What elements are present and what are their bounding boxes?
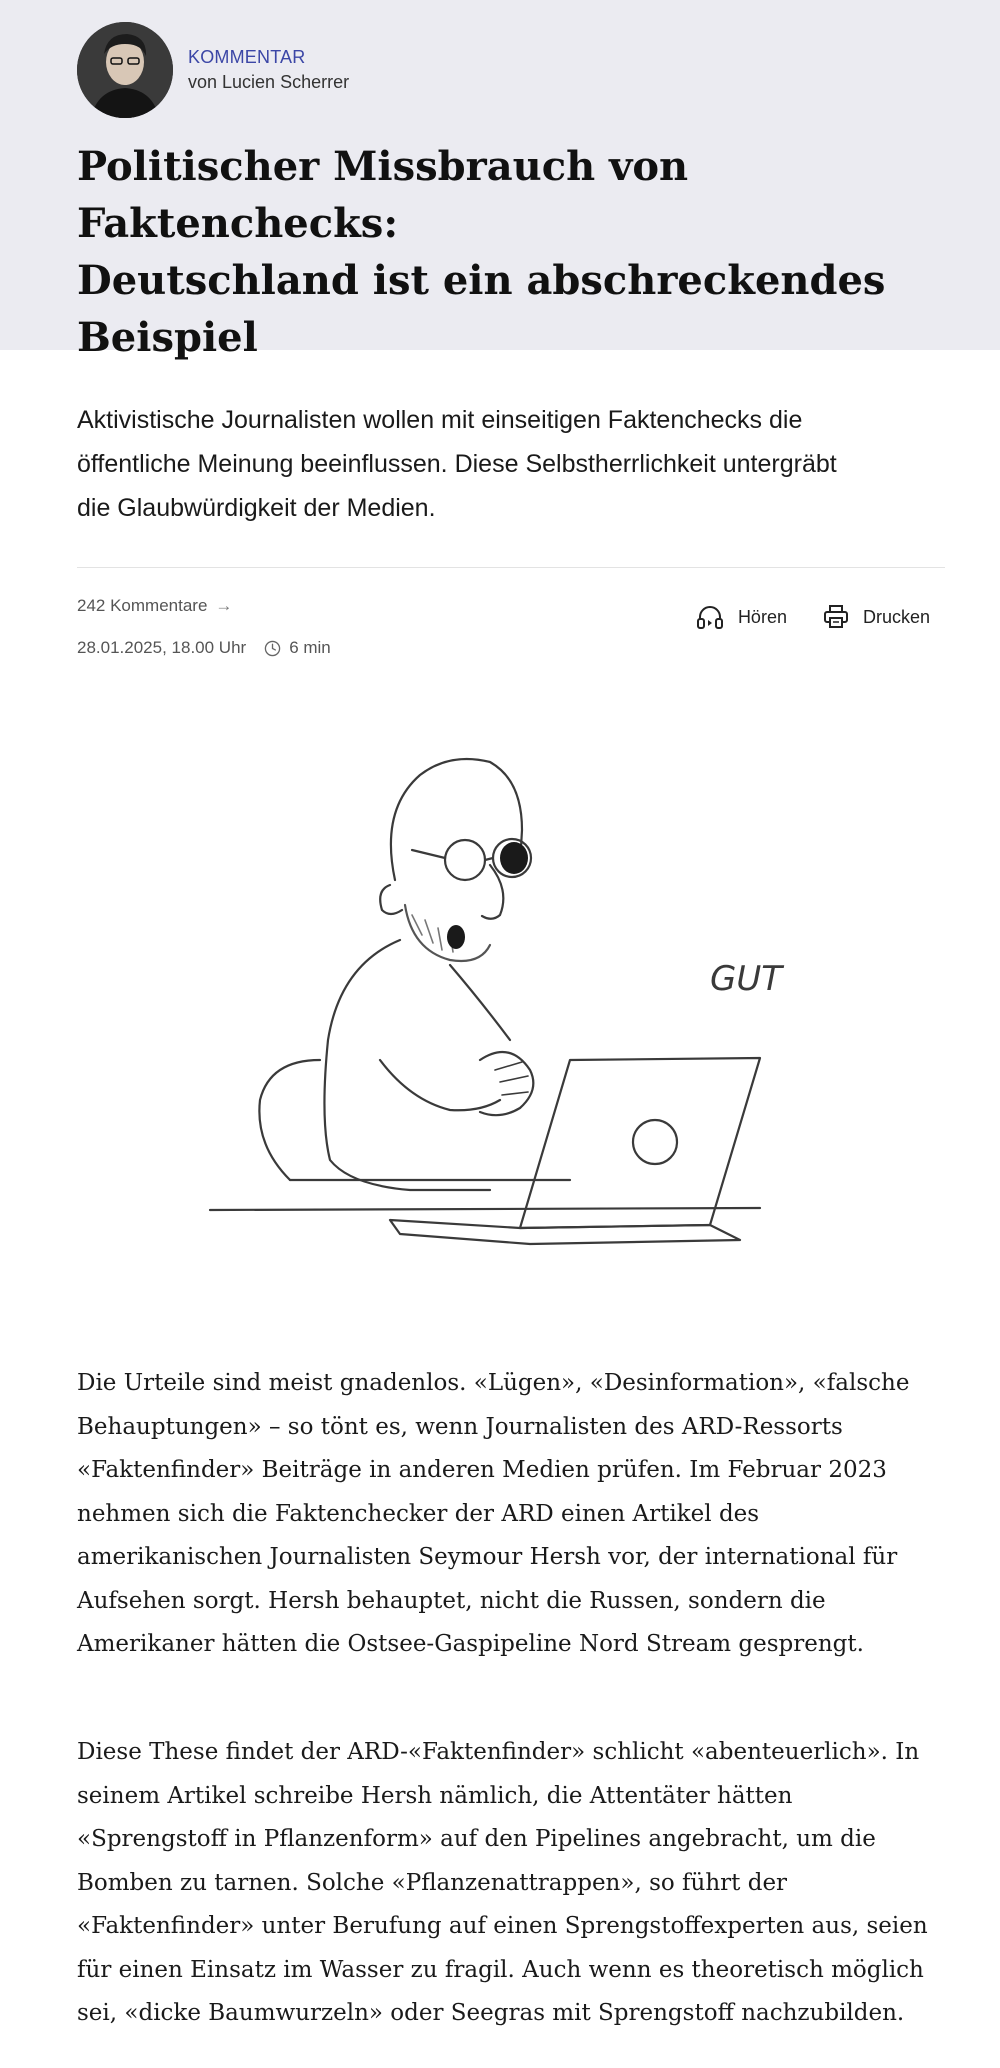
headline-line: Deutschland ist ein abschreckendes [77,257,886,304]
avatar[interactable] [77,22,173,118]
body-paragraph-1 [77,1362,957,1667]
page-title [77,138,937,366]
read-time: 6 min [289,638,331,657]
body-line: nehmen sich die Faktenchecker der ARD einen Artikel des [77,1500,760,1527]
comments-link[interactable] [77,595,331,617]
arrow-right-icon: → [215,596,233,615]
clock-icon [264,640,281,657]
print-label: Drucken [862,606,930,627]
printer-icon [823,604,849,630]
article-header [0,0,1000,361]
body-paragraph-2 [77,1731,957,2036]
lead-line: öffentliche Meinung beeinflussen. Diese Selbstherrlichkeit untergräbt [77,450,837,478]
body-line: Aufsehen sorgt. Hersh behauptet, nicht die Russen, sondern die [77,1587,826,1614]
article-lead [77,398,947,530]
article-illustration [150,740,890,1300]
article-actions [696,604,930,630]
headline-line: Politischer Missbrauch von Faktenchecks: [77,143,689,247]
author-byline[interactable]: von Lucien Scherrer [188,72,350,92]
publish-date: 28.01.2025, 18.00 Uhr [77,638,247,657]
body-line: Bomben zu tarnen. Solche «Pflanzenattrappen», so führt der [77,1869,788,1896]
rubric-label: KOMMENTAR [188,47,306,67]
author-photo [77,22,173,118]
body-line: amerikanischen Journalisten Seymour Hersh vor, der international für [77,1544,898,1570]
body-line: «Faktenfinder» unter Berufung auf einen Sprengstoffexperten aus, seien [77,1913,928,1939]
article-meta [77,595,331,659]
divider [77,567,945,568]
comments-count[interactable]: 242 Kommentare [77,596,208,615]
listen-button[interactable] [696,604,787,630]
body-line: für einen Einsatz im Wasser zu fragil. Auch wenn es theoretisch möglich [77,1956,924,1983]
print-button[interactable] [823,604,930,630]
body-line: Amerikaner hätten die Ostsee-Gaspipeline Nord Stream gesprengt. [77,1631,864,1657]
listen-label: Hören [737,606,787,627]
headline-line: Beispiel [77,314,258,361]
headphones-icon [696,604,724,630]
lead-line: Aktivistische Journalisten wollen mit einseitigen Faktenchecks die [77,406,803,434]
lead-line: die Glaubwürdigkeit der Medien. [77,494,436,522]
body-line: Die Urteile sind meist gnadenlos. «Lügen», «Desinformation», «falsche [77,1370,910,1396]
author-row [77,22,349,118]
body-line: sei, «dicke Baumwurzeln» oder Seegras mit Sprengstoff nachzubilden. [77,2000,905,2026]
body-line: Diese These findet der ARD-«Faktenfinder» schlicht «abenteuerlich». In [77,1739,920,1765]
body-line: Behauptungen» – so tönt es, wenn Journalisten des ARD-Ressorts [77,1413,843,1440]
date-line [77,637,331,659]
body-line: seinem Artikel schreibe Hersh nämlich, die Attentäter hätten [77,1782,793,1809]
illustration-signature: GUT [710,959,783,999]
body-line: «Faktenfinder» Beiträge in anderen Medien prüfen. Im Februar 2023 [77,1457,887,1483]
body-line: «Sprengstoff in Pflanzenform» auf den Pipelines angebracht, um die [77,1826,876,1852]
